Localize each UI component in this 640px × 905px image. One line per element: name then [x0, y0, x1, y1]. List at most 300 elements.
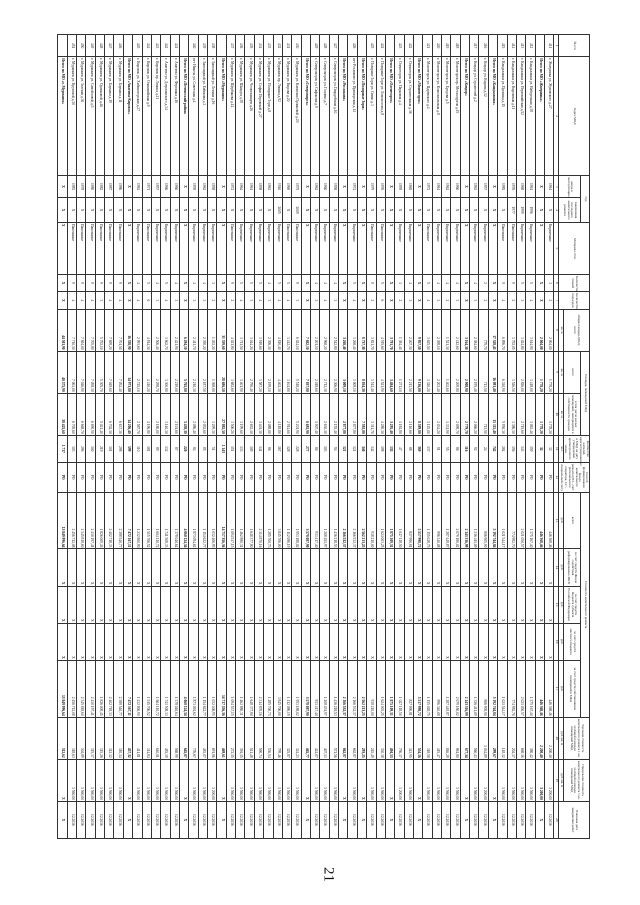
cell-cf: Х [133, 549, 142, 586]
cell-fm: РО [311, 462, 320, 492]
cell-ta: 2 004,00 [535, 309, 544, 351]
cell-no [179, 35, 188, 57]
cell-fm: РО [488, 462, 497, 492]
unit-total-area: кв. м [559, 309, 564, 351]
cell-uc: 677,34 [460, 717, 469, 759]
header-area-citizens: в том числе жилых помещений, находящихся в собственности граждан [563, 393, 580, 435]
cell-cr: Х [217, 586, 226, 623]
cell-cr: Х [329, 586, 338, 623]
cell-fm: РО [86, 462, 95, 492]
cell-ct: 1 741 508,33 [161, 492, 170, 549]
cell-addr: г. Мончегорск ул. Царевского д.4 [423, 57, 432, 176]
cell-mat: Х [57, 222, 67, 274]
header-cost-owners: за счет средств собственников помещений в МКД [563, 660, 580, 717]
cell-uc: 394,15 [236, 717, 245, 759]
cell-pd: 12.2016 [282, 801, 291, 838]
cell-co: 827 990,81 [404, 660, 413, 717]
cell-cr: Х [198, 586, 207, 623]
cell-addr: г. Мурманск ул. Кирова д.20 [282, 57, 291, 176]
cell-pd: 12.2016 [442, 801, 451, 838]
cell-fm: РО [245, 462, 254, 492]
cell-pd: Х [413, 801, 422, 838]
cell-fl: 4 [470, 274, 479, 291]
cell-res: 1 143 [217, 435, 226, 462]
cell-mc: Х [123, 759, 132, 801]
cell-uc: 568,99 [170, 717, 179, 759]
cell-co: 5 192 744,84 [488, 660, 497, 717]
cell-fm: РО [142, 462, 151, 492]
cell-co: 446 368,46 [544, 660, 553, 717]
cell-addr: г. Апатиты ул. Ферсмана д.16 [170, 57, 179, 176]
cell-cl: Х [498, 623, 507, 660]
cell-en: Х [179, 292, 188, 309]
cell-mc: 1 560,00 [526, 759, 535, 801]
cell-y1: 1962 [311, 175, 320, 197]
table-row [208, 35, 217, 839]
rotated-table-sheet [62, 34, 590, 839]
cell-y2: Х [105, 198, 114, 223]
cell-ct: 1 604 110,72 [151, 492, 160, 549]
cell-ta: 3 792,05 [507, 309, 516, 351]
cell-y1: 1961 [245, 175, 254, 197]
cell-y1: 1963 [133, 175, 142, 197]
cell-fm: РО [413, 462, 422, 492]
cell-no: 419 [442, 35, 451, 57]
cell-ac: 6 705,60 [67, 393, 76, 435]
cell-y1: 1974 [348, 175, 357, 197]
cell-ct: 2 562 213,25 [357, 492, 366, 549]
cell-cl: Х [385, 623, 394, 660]
cell-cr: Х [460, 586, 469, 623]
cell-cl: Х [329, 623, 338, 660]
cell-aa: 3 682,60 [226, 351, 235, 393]
column-number: 18 [554, 717, 559, 759]
cell-no [339, 35, 348, 57]
cell-ac: 6 702,10 [105, 393, 114, 435]
cell-fl: 5 [282, 274, 291, 291]
cell-no: 447 [105, 35, 114, 57]
cell-y1: 1940 [273, 175, 282, 197]
cell-co: 1 875 109,31 [385, 660, 394, 717]
cell-no: 433 [264, 35, 273, 57]
cell-y1: 1958 [329, 175, 338, 197]
cell-ta: 2 512,80 [329, 309, 338, 351]
cell-co: 3 578 087,90 [301, 660, 310, 717]
cell-aa: 2 213,50 [404, 351, 413, 393]
cell-aa: 3 512,40 [367, 351, 376, 393]
header-cost-group: Стоимость капитального ремонта [581, 492, 590, 717]
cell-en: 6 [376, 292, 385, 309]
cell-aa: 7 058,30 [86, 351, 95, 393]
cell-fl: 4 [442, 274, 451, 291]
table-row [526, 35, 535, 839]
cell-en: 3 [292, 292, 301, 309]
cell-fm: РО [507, 462, 516, 492]
cell-ct: 1 094 537,15 [226, 492, 235, 549]
cell-uc: 148,12 [498, 717, 507, 759]
cell-aa: 3 009,10 [348, 351, 357, 393]
cell-fl: Х [488, 274, 497, 291]
cell-en: 4 [273, 292, 282, 309]
cell-no [57, 35, 67, 57]
cell-res: 228 [292, 435, 301, 462]
cell-y2: Х [170, 198, 179, 223]
cell-addr: Итого по МО «Росляково» [339, 57, 348, 176]
table-row [470, 35, 479, 839]
cell-mat: Панельные [86, 222, 95, 274]
cell-ac: 3 140,30 [161, 393, 170, 435]
cell-ta: 44 301,90 [57, 309, 67, 351]
cell-y1: Х [413, 175, 422, 197]
cell-uc: 560,43 [470, 717, 479, 759]
cell-aa: 713,50 [479, 351, 488, 393]
cell-uc: 645,07 [179, 717, 188, 759]
cell-cr: Х [226, 586, 235, 623]
cell-cl: Х [479, 623, 488, 660]
cell-mc: 3 200,00 [535, 759, 544, 801]
cell-pd: 12.2016 [264, 801, 273, 838]
cell-co: 1 336 411,09 [470, 660, 479, 717]
cell-ct: 5 517 998,72 [413, 492, 422, 549]
cell-res: 300 [86, 435, 95, 462]
cell-uc: 494,53 [385, 717, 394, 759]
cell-res: 86 [451, 435, 460, 462]
cell-en: 4 [348, 292, 357, 309]
cell-ta: 3 711,50 [236, 309, 245, 351]
cell-pd: 12.2016 [395, 801, 404, 838]
cell-mat: Кирпичные [348, 222, 357, 274]
cell-res: 121 [348, 435, 357, 462]
cell-y2: Х [86, 198, 95, 223]
cell-mc: 1 560,00 [67, 759, 76, 801]
cell-cf: Х [282, 549, 291, 586]
cell-uc: 312,12 [105, 717, 114, 759]
cell-ac: 38 425,60 [57, 393, 67, 435]
cell-cf: Х [470, 549, 479, 586]
cell-y1: Х [123, 175, 132, 197]
cell-cl: Х [544, 623, 553, 660]
cell-mc: Х [413, 759, 422, 801]
cell-cf: Х [320, 549, 329, 586]
table-row [198, 35, 207, 839]
cell-res: 51 [208, 435, 217, 462]
total-row [385, 35, 394, 839]
cell-aa: 6 320,90 [498, 351, 507, 393]
cell-no: 442 [161, 35, 170, 57]
cell-pd: 12.2016 [254, 801, 263, 838]
cell-ct: 1 208 451,97 [320, 492, 329, 549]
cell-mc: 1 560,00 [273, 759, 282, 801]
unit-cost-total: руб. [559, 492, 564, 549]
cell-y1: Х [57, 175, 67, 197]
cell-uc: 483,07 [198, 717, 207, 759]
cell-co: 2 430 197,41 [86, 660, 95, 717]
cell-uc: 662,87 [339, 717, 348, 759]
cell-en: 3 [329, 292, 338, 309]
cell-fl: 5 [236, 274, 245, 291]
header-year-repair: завершения последнего капитального ремонта [559, 198, 581, 223]
cell-addr: г. Североморск ул. Гвардейская д.10 [329, 57, 338, 176]
cell-mat: Кирпичные [273, 222, 282, 274]
cell-y2: 1977 [507, 198, 516, 223]
cell-fl: 3 [395, 274, 404, 291]
cell-no: 445 [133, 35, 142, 57]
cell-y1: 1987 [105, 175, 114, 197]
cell-cr: Х [498, 586, 507, 623]
table-row [442, 35, 451, 839]
cell-aa: 2 203,40 [432, 351, 441, 393]
cell-pd: Х [385, 801, 394, 838]
cell-ac: 4 280,30 [376, 393, 385, 435]
cell-y2: Х [254, 198, 263, 223]
cell-en: 3 [470, 292, 479, 309]
cell-fm: РО [535, 462, 544, 492]
cell-co: 2 314 870,16 [254, 660, 263, 717]
cell-fl: 5 [526, 274, 535, 291]
cell-fm: РО [301, 462, 310, 492]
cell-en: 4 [254, 292, 263, 309]
cell-ac: 2 101,60 [170, 393, 179, 435]
cell-fl: 4 [170, 274, 179, 291]
cell-fm: РО [254, 462, 263, 492]
cell-mc: 1 560,00 [105, 759, 114, 801]
column-number: 20 [554, 801, 559, 838]
unit-cost-regional: руб. [559, 586, 564, 623]
cell-ac: 14 206,40 [123, 393, 132, 435]
cell-pd: 12.2016 [142, 801, 151, 838]
cell-cr: Х [479, 586, 488, 623]
cell-cf: Х [526, 549, 535, 586]
table-row [161, 35, 170, 839]
cell-res: 301 [105, 435, 114, 462]
cell-ac: 6 692,90 [301, 393, 310, 435]
cell-pd: 12.2016 [189, 801, 198, 838]
cell-ac: 1 778,20 [535, 393, 544, 435]
cell-cr: Х [451, 586, 460, 623]
cell-mat: Кирпичные [254, 222, 263, 274]
cell-pd: Х [217, 801, 226, 838]
header-cost-regional: за счет средств бюджета субъекта Российской Федерации [563, 586, 580, 623]
cell-ta: 2 411,70 [189, 309, 198, 351]
cell-addr: г. Оленегорск ул. Парковая д.4 [395, 57, 404, 176]
cell-co: 1 436 218,53 [329, 660, 338, 717]
cell-co: 933 417,40 [311, 660, 320, 717]
cell-addr: г. Мурманск ул. Софьи Перовской д.27 [254, 57, 263, 176]
cell-ac: 3 199,60 [236, 393, 245, 435]
cell-mat: Панельные [423, 222, 432, 274]
cell-ac: 5 950,30 [498, 393, 507, 435]
cell-pd: 12.2016 [208, 801, 217, 838]
cell-y2: Х [423, 198, 432, 223]
cell-y1: Х [460, 175, 469, 197]
cell-cf: Х [376, 549, 385, 586]
cell-cf: Х [432, 549, 441, 586]
cell-mat: Х [385, 222, 394, 274]
cell-y1: 1961 [544, 175, 553, 197]
cell-mat: Х [123, 222, 132, 274]
cell-addr: г. Кандалакша ул. Первомайская д.52 [516, 57, 525, 176]
cell-cf: Х [329, 549, 338, 586]
cell-mat: Кирпичные [236, 222, 245, 274]
table-row [254, 35, 263, 839]
cell-uc: 469,61 [217, 717, 226, 759]
unit-cost-owners: руб. [559, 660, 564, 717]
cell-res: 151 [226, 435, 235, 462]
unit-cost-federal: руб. [559, 549, 564, 586]
cell-co: 1 378 040,64 [170, 660, 179, 717]
cell-ac: 2 052,60 [198, 393, 207, 435]
cell-ac: 3 063,40 [526, 393, 535, 435]
cell-y1: 1975 [292, 175, 301, 197]
cell-en: 4 [236, 292, 245, 309]
cell-cf: Х [311, 549, 320, 586]
cell-res: 121 [339, 435, 348, 462]
cell-addr: Итого по МО «Апатиты-Кировск» [123, 57, 132, 176]
cell-en: 3 [245, 292, 254, 309]
cell-en: 3 [451, 292, 460, 309]
cell-ta: 779,70 [479, 309, 488, 351]
cell-cl: Х [105, 623, 114, 660]
cell-cl: Х [292, 623, 301, 660]
cell-pd: 12.2016 [451, 801, 460, 838]
cell-aa: 7 037,80 [301, 351, 310, 393]
cell-uc: 330,38 [376, 717, 385, 759]
cell-ta: 3 268,40 [348, 309, 357, 351]
cell-ac: 4 118,80 [273, 393, 282, 435]
cell-y2: Х [395, 198, 404, 223]
cell-cr: Х [376, 586, 385, 623]
cell-aa: 2 908,90 [460, 351, 469, 393]
cell-addr: г. Мурманск ул. Орликовой д.46 [95, 57, 104, 176]
cell-aa: 3 300,80 [161, 351, 170, 393]
table-row [95, 35, 104, 839]
cell-y1: Х [339, 175, 348, 197]
cell-aa: 40 575,90 [57, 351, 67, 393]
cell-ct: 1 648 377,80 [245, 492, 254, 549]
header-no: № п/п [559, 35, 590, 57]
cell-ta: 3 821,70 [367, 309, 376, 351]
cell-pd: Х [488, 801, 497, 838]
header-area-all: всего [563, 351, 580, 393]
cell-cr: Х [114, 586, 123, 623]
cell-co: 14 717 356,36 [217, 660, 226, 717]
cell-aa: 3 320,20 [423, 351, 432, 393]
cell-fm: РО [442, 462, 451, 492]
cell-en: 4 [86, 292, 95, 309]
cell-cf: Х [105, 549, 114, 586]
cell-aa: 3 418,00 [526, 351, 535, 393]
cell-cr: Х [320, 586, 329, 623]
cell-fl: 5 [376, 274, 385, 291]
cell-cl: Х [161, 623, 170, 660]
cell-fm: РО [385, 462, 394, 492]
cell-cr: Х [516, 586, 525, 623]
cell-en: Х [357, 292, 366, 309]
cell-res: 55 [442, 435, 451, 462]
cell-no: 439 [198, 35, 207, 57]
cell-y2: Х [329, 198, 338, 223]
cell-no: 412 [526, 35, 535, 57]
cell-aa: 2 745,10 [133, 351, 142, 393]
cell-co: 1 953 188,02 [292, 660, 301, 717]
cell-cl: Х [339, 623, 348, 660]
cell-addr: г. Кировск ул. Хибиногорская д.27 [133, 57, 142, 176]
column-number: 17 [554, 660, 559, 717]
table-body [57, 35, 554, 839]
cell-cl: Х [460, 623, 469, 660]
cell-pd: 12.2016 [105, 801, 114, 838]
cell-en: 2 [479, 292, 488, 309]
cell-fl: Х [301, 274, 310, 291]
cell-cl: Х [470, 623, 479, 660]
cell-mat: Х [413, 222, 422, 274]
cell-y1: 1960 [451, 175, 460, 197]
cell-ta: 4 021,80 [226, 309, 235, 351]
cell-no: 416 [479, 35, 488, 57]
cell-co: 3 845 706,00 [273, 660, 282, 717]
cell-y2: Х [535, 198, 544, 223]
cell-y2: Х [498, 198, 507, 223]
cell-no [217, 35, 226, 57]
cell-ct: 1 155 028,75 [423, 492, 432, 549]
cell-res: 86 [264, 435, 273, 462]
cell-cl: Х [86, 623, 95, 660]
cell-fl: Х [123, 274, 132, 291]
cell-mc: 1 560,00 [170, 759, 179, 801]
cell-no: 421 [423, 35, 432, 57]
cell-y2: Х [442, 198, 451, 223]
cell-mat: Панельные [376, 222, 385, 274]
cell-mat: Панельные [498, 222, 507, 274]
cell-aa: 7 049,60 [105, 351, 114, 393]
cell-cr: Х [404, 586, 413, 623]
cell-no: 438 [208, 35, 217, 57]
cell-mat: Х [301, 222, 310, 274]
cell-ct: 13 849 996,64 [57, 492, 67, 549]
cell-en: 4 [133, 292, 142, 309]
cell-mc: 3 200,00 [208, 759, 217, 801]
cell-res: 159 [526, 435, 535, 462]
cell-uc: 272,15 [226, 717, 235, 759]
cell-y1: 1961 [526, 175, 535, 197]
cell-addr: г. Мурманск ул. Самойловой д.5 [86, 57, 95, 176]
cell-y2: Х [367, 198, 376, 223]
cell-mc: Х [385, 759, 394, 801]
cell-cf: Х [498, 549, 507, 586]
table-row [245, 35, 254, 839]
cell-ta: 3 918,60 [254, 309, 263, 351]
cell-fl: 4 [151, 274, 160, 291]
cell-addr: пгт Никель ул. Советская д.4 [189, 57, 198, 176]
table-row [451, 35, 460, 839]
cell-mc: 1 560,00 [376, 759, 385, 801]
cell-aa: 2 712,30 [320, 351, 329, 393]
cell-addr: Итого по МО «Печенгский район» [179, 57, 188, 176]
cell-pd: 12.2016 [432, 801, 441, 838]
column-number: 13 [554, 492, 559, 549]
table-row [367, 35, 376, 839]
cell-fm: РО [179, 462, 188, 492]
cell-en: 2 [544, 292, 553, 309]
cell-ta: 3 412,70 [282, 309, 291, 351]
cell-ac: 4 196,80 [142, 393, 151, 435]
cell-aa: 7 052,40 [114, 351, 123, 393]
cell-res: 32 [535, 435, 544, 462]
column-number: 2 [554, 57, 559, 176]
cell-no: 426 [348, 35, 357, 57]
cell-no: 441 [170, 35, 179, 57]
cell-ct: 1 285 700,73 [264, 492, 273, 549]
